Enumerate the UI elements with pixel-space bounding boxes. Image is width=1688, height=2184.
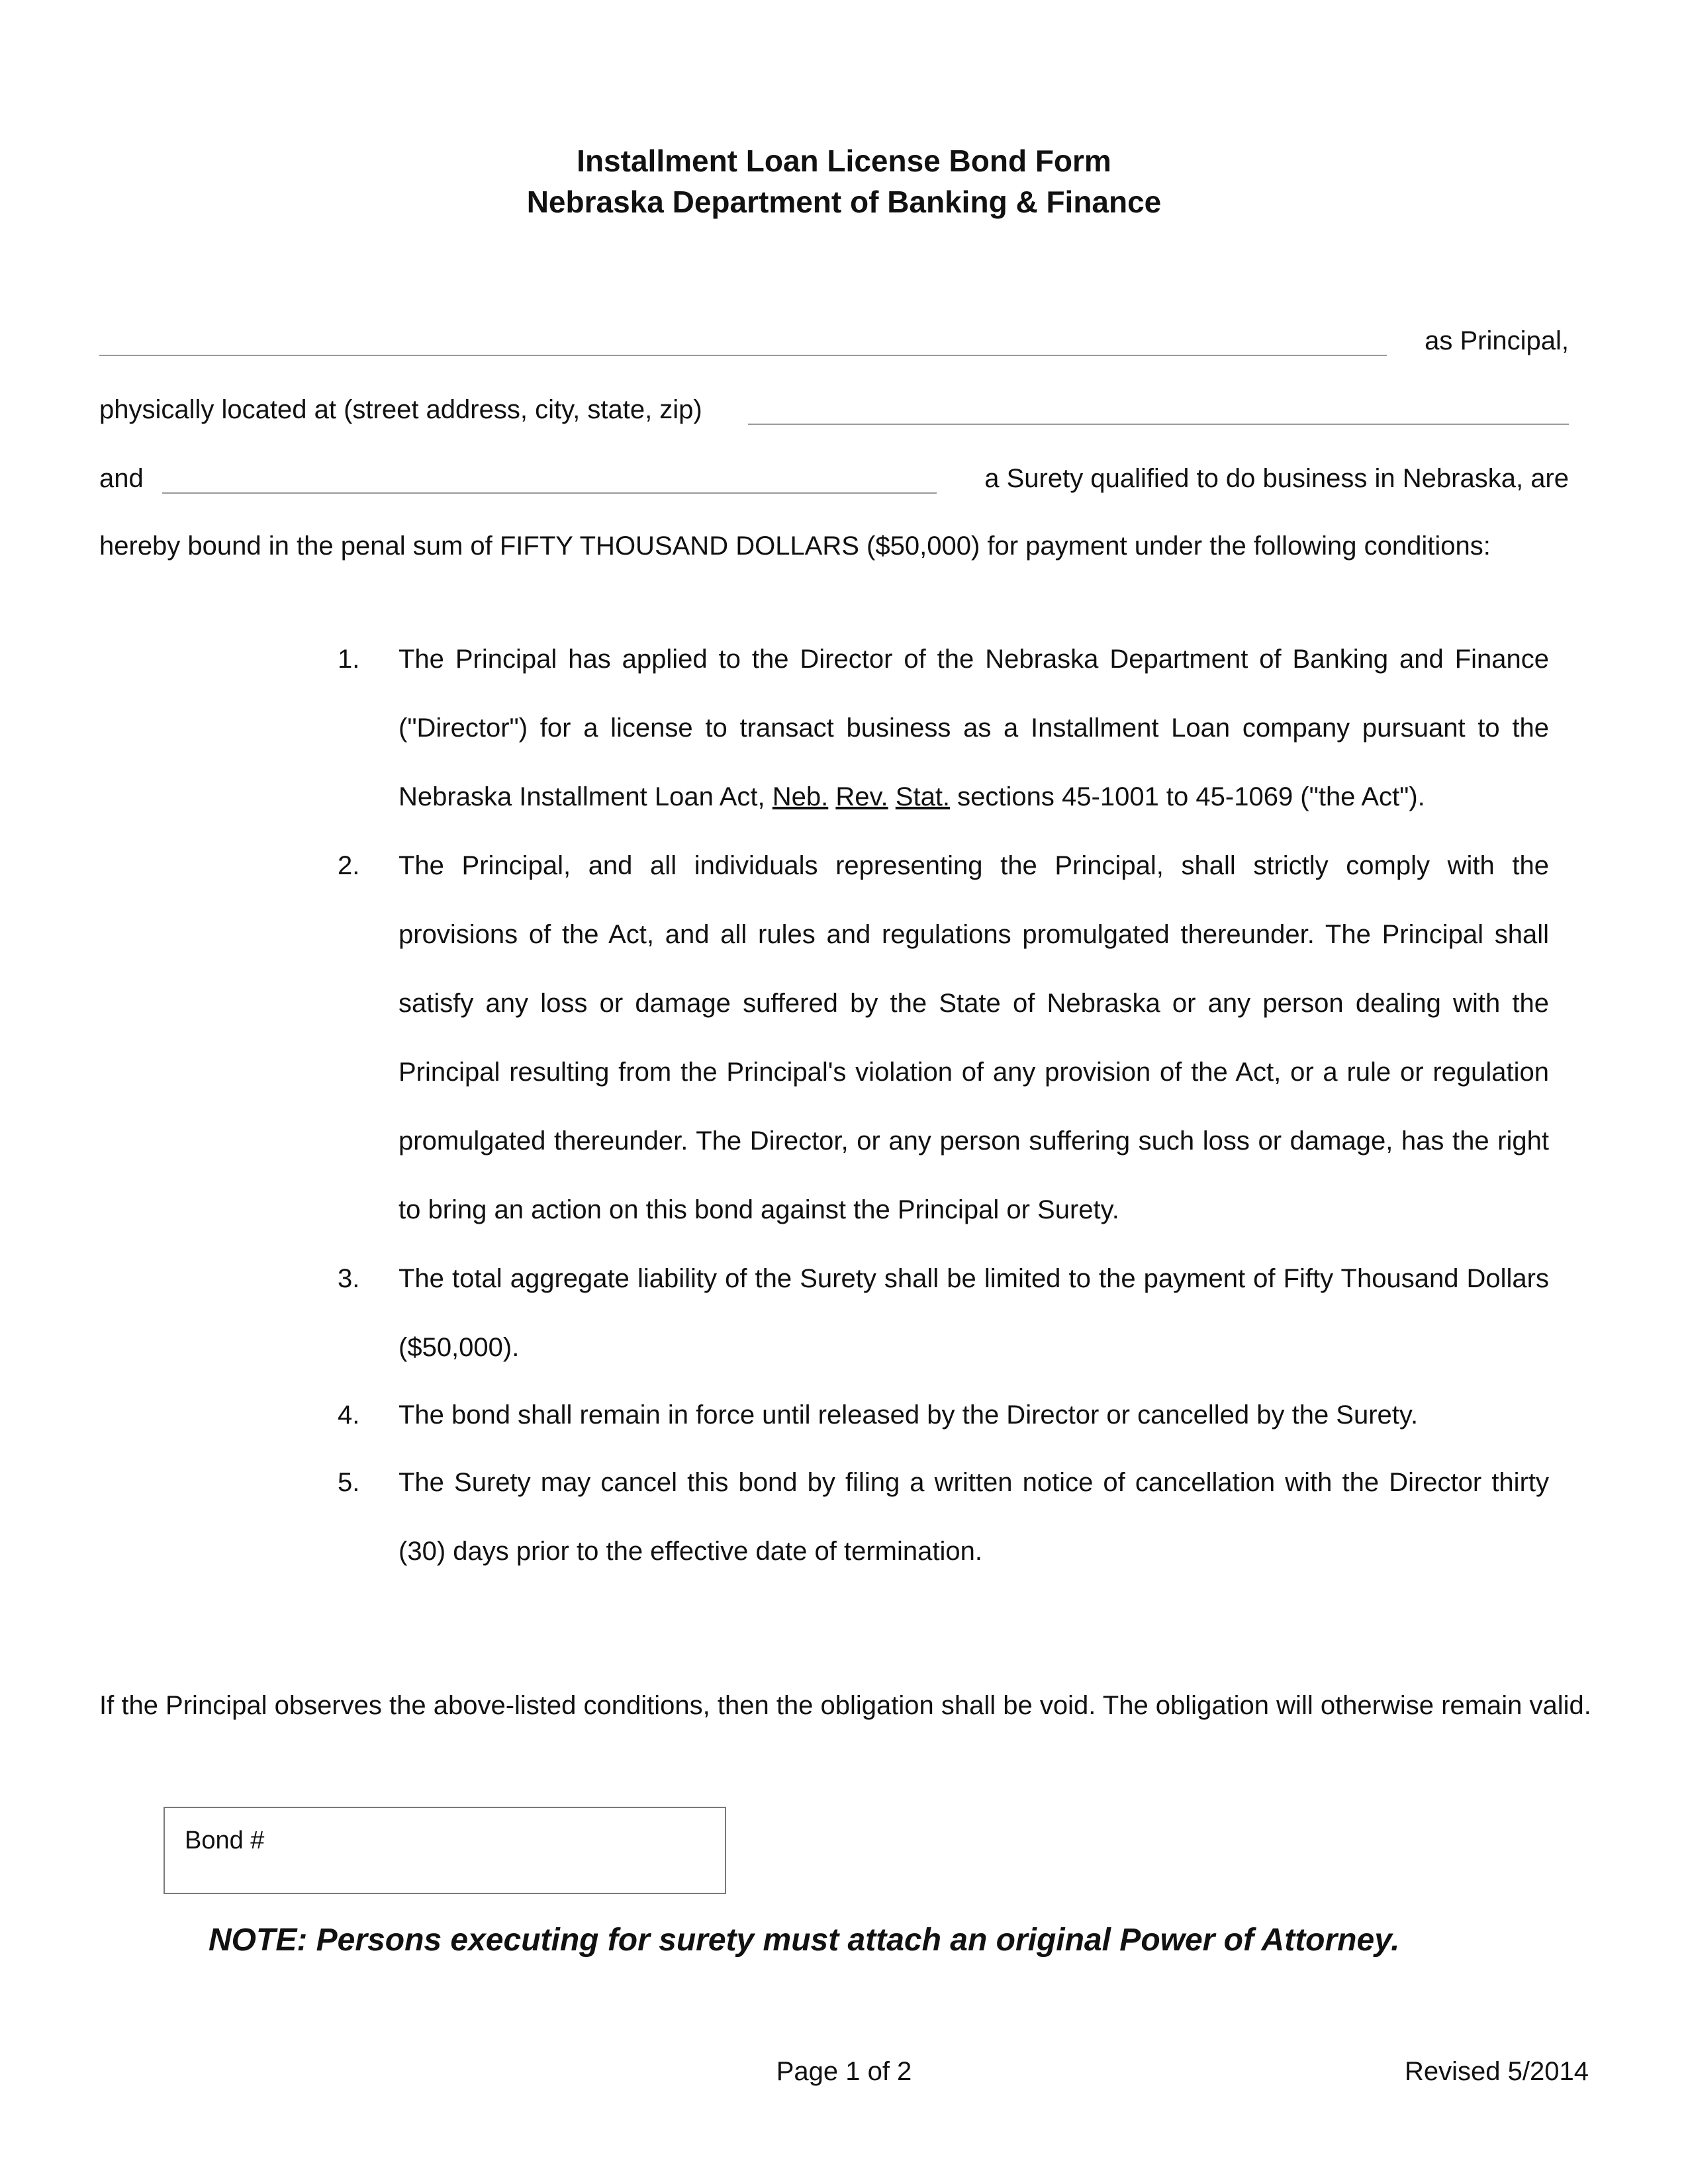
condition-text: The Surety may cancel this bond by filing a written notice of cancellation with the Director thirty (30) days prior to the effective date of termination. bbox=[399, 1468, 1549, 1566]
bond-number-label: Bond # bbox=[185, 1827, 265, 1854]
condition-item bbox=[338, 831, 1549, 1244]
principal-name-field[interactable] bbox=[99, 355, 1387, 356]
principal-suffix: as Principal, bbox=[1425, 326, 1569, 355]
principal-row bbox=[99, 324, 1569, 364]
condition-number: 3. bbox=[338, 1264, 360, 1293]
form-title-line2: Nebraska Department of Banking & Finance bbox=[526, 185, 1162, 219]
conditions-list bbox=[338, 625, 1549, 1586]
and-label: and bbox=[99, 464, 144, 493]
surety-row bbox=[99, 462, 1569, 502]
penal-sum-sentence: hereby bound in the penal sum of FIFTY THOUSAND DOLLARS ($50,000) for payment under the following conditions: bbox=[99, 531, 1491, 561]
condition-number: 5. bbox=[338, 1468, 360, 1497]
citation-stat: Stat. bbox=[895, 782, 951, 811]
condition-text-cont: sections 45-1001 to 45-1069 ("the Act"). bbox=[950, 782, 1425, 811]
surety-suffix: a Surety qualified to do business in Nebraska, are bbox=[984, 464, 1569, 493]
condition-text: The Principal, and all individuals representing the Principal, shall strictly comply with the provisions of the Act, and all rules and regulations promulgated thereunder. The Principal shall satisfy any loss or damage suffered by the State of Nebraska or any person dealing with the Principal resulting from the Principal's violation of any provision of the Act, or a rule or regulation promulgated thereunder. The Director, or any person suffering such loss or damage, has the right to bring an action on this bond against the Principal or Surety. bbox=[399, 851, 1549, 1224]
citation-rev: Rev. bbox=[835, 782, 888, 811]
condition-text: The bond shall remain in force until released by the Director or cancelled by the Surety. bbox=[399, 1400, 1419, 1430]
condition-item bbox=[338, 1244, 1549, 1382]
power-of-attorney-note: NOTE: Persons executing for surety must attach an original Power of Attorney. bbox=[209, 1923, 1400, 1958]
condition-item bbox=[338, 625, 1549, 831]
address-field[interactable] bbox=[748, 424, 1569, 425]
address-label: physically located at (street address, city, state, zip) bbox=[99, 395, 702, 424]
penal-sum-row bbox=[99, 529, 1569, 569]
page-number: Page 1 of 2 bbox=[776, 2057, 912, 2086]
bond-number-box[interactable] bbox=[164, 1807, 726, 1894]
citation-neb: Neb. bbox=[772, 782, 829, 811]
condition-text: The total aggregate liability of the Surety shall be limited to the payment of Fifty Thousand Dollars ($50,000). bbox=[399, 1264, 1549, 1362]
condition-number: 2. bbox=[338, 851, 360, 880]
form-title bbox=[0, 140, 1688, 222]
form-title-line1: Installment Loan License Bond Form bbox=[577, 144, 1111, 178]
condition-number: 1. bbox=[338, 645, 360, 674]
condition-number: 4. bbox=[338, 1400, 360, 1430]
condition-item bbox=[338, 1382, 1549, 1448]
surety-name-field[interactable] bbox=[162, 492, 937, 494]
closing-paragraph: If the Principal observes the above-listed conditions, then the obligation shall be void. The obligation will otherwise remain valid. bbox=[99, 1691, 1591, 1720]
condition-text: The Principal has applied to the Director of the Nebraska Department of Banking and Finance ("Director") for a license to transact business as a Installment Loan company pursuant to the Nebraska Installment Loan Act, bbox=[399, 645, 1549, 811]
revision-date: Revised 5/2014 bbox=[1405, 2057, 1589, 2086]
address-row bbox=[99, 393, 1569, 433]
condition-item bbox=[338, 1448, 1549, 1586]
